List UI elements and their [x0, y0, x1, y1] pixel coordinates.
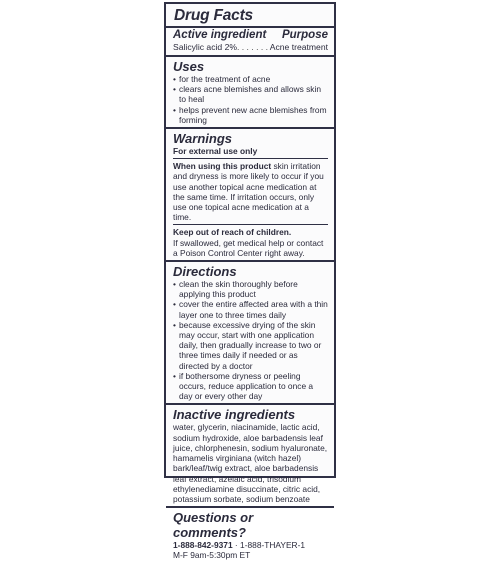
questions-section [173, 508, 328, 562]
purpose-value: Acne treatment [269, 42, 328, 52]
directions-heading: Directions [173, 264, 237, 280]
divider [173, 224, 328, 225]
list-item: • cover the entire affected area with a thin layer one to three times daily [173, 299, 328, 319]
active-ingredient-line [173, 42, 328, 53]
drug-facts-title: Drug Facts [174, 7, 253, 24]
divider [173, 158, 328, 159]
uses-section [173, 57, 328, 127]
when-using-text: skin irritation and dryness is more likely to occur if you use another topical acne medication at the same time. If irritation occurs, only use one topical acne medication at a time. [173, 161, 324, 223]
inactive-text: water, glycerin, niacinamide, lactic acid, sodium hydroxide, aloe barbadensis leaf juice, chlorphenesin, sodium hyaluronate, hamamelis virginiana (witch hazel) bark/leaf/twig extract, aloe barbadensis leaf extract, azelaic acid, trisodium ethylenediamine disuccinate, citric acid, potassium sorbate, sodium benzoate [173, 422, 328, 504]
list-item: • helps prevent new acne blemishes from forming [173, 105, 328, 125]
swallowed-text: If swallowed, get medical help or contact a Poison Control Center right away. [173, 237, 324, 258]
list-item: • clean the skin thoroughly before applying this product [173, 279, 328, 299]
active-header-row [173, 29, 328, 42]
directions-section [173, 262, 328, 403]
list-item: • for the treatment of acne [173, 74, 328, 84]
questions-heading: Questions or comments? [173, 510, 254, 541]
when-using-paragraph [173, 161, 328, 222]
inactive-heading: Inactive ingredients [173, 407, 296, 423]
purpose-heading: Purpose [281, 29, 328, 41]
external-use-text: For external use only [173, 146, 258, 157]
warnings-heading: Warnings [173, 131, 232, 147]
list-item: • clears acne blemishes and allows skin to heal [173, 84, 328, 104]
phone-line [173, 540, 328, 550]
active-ingredient-name: Salicylic acid 2% [173, 42, 237, 52]
when-using-label: When using this product [173, 161, 272, 172]
uses-list [173, 74, 328, 125]
inactive-section [173, 405, 328, 506]
keep-out-text: Keep out of reach of children. [173, 227, 292, 238]
hours-text: M-F 9am-5:30pm ET [173, 550, 251, 561]
active-ingredient-section [173, 28, 328, 55]
active-ingredient-heading: Active ingredient [173, 29, 267, 41]
phone-number: 1-888-842-9371 [173, 540, 233, 551]
directions-list [173, 279, 328, 401]
uses-heading: Uses [173, 59, 205, 74]
list-item: • because excessive drying of the skin may occur, start with one application daily, then gradually increase to two or three times daily if needed or as directed by a doctor [173, 320, 328, 371]
phone-alt: · 1-888-THAYER-1 [232, 540, 306, 551]
warnings-section [173, 129, 328, 260]
drug-facts-panel [164, 2, 336, 561]
leader-dots: . . . . . . . [237, 42, 269, 52]
list-item: • if bothersome dryness or peeling occurs, reduce application to once a day or every other day [173, 371, 328, 402]
